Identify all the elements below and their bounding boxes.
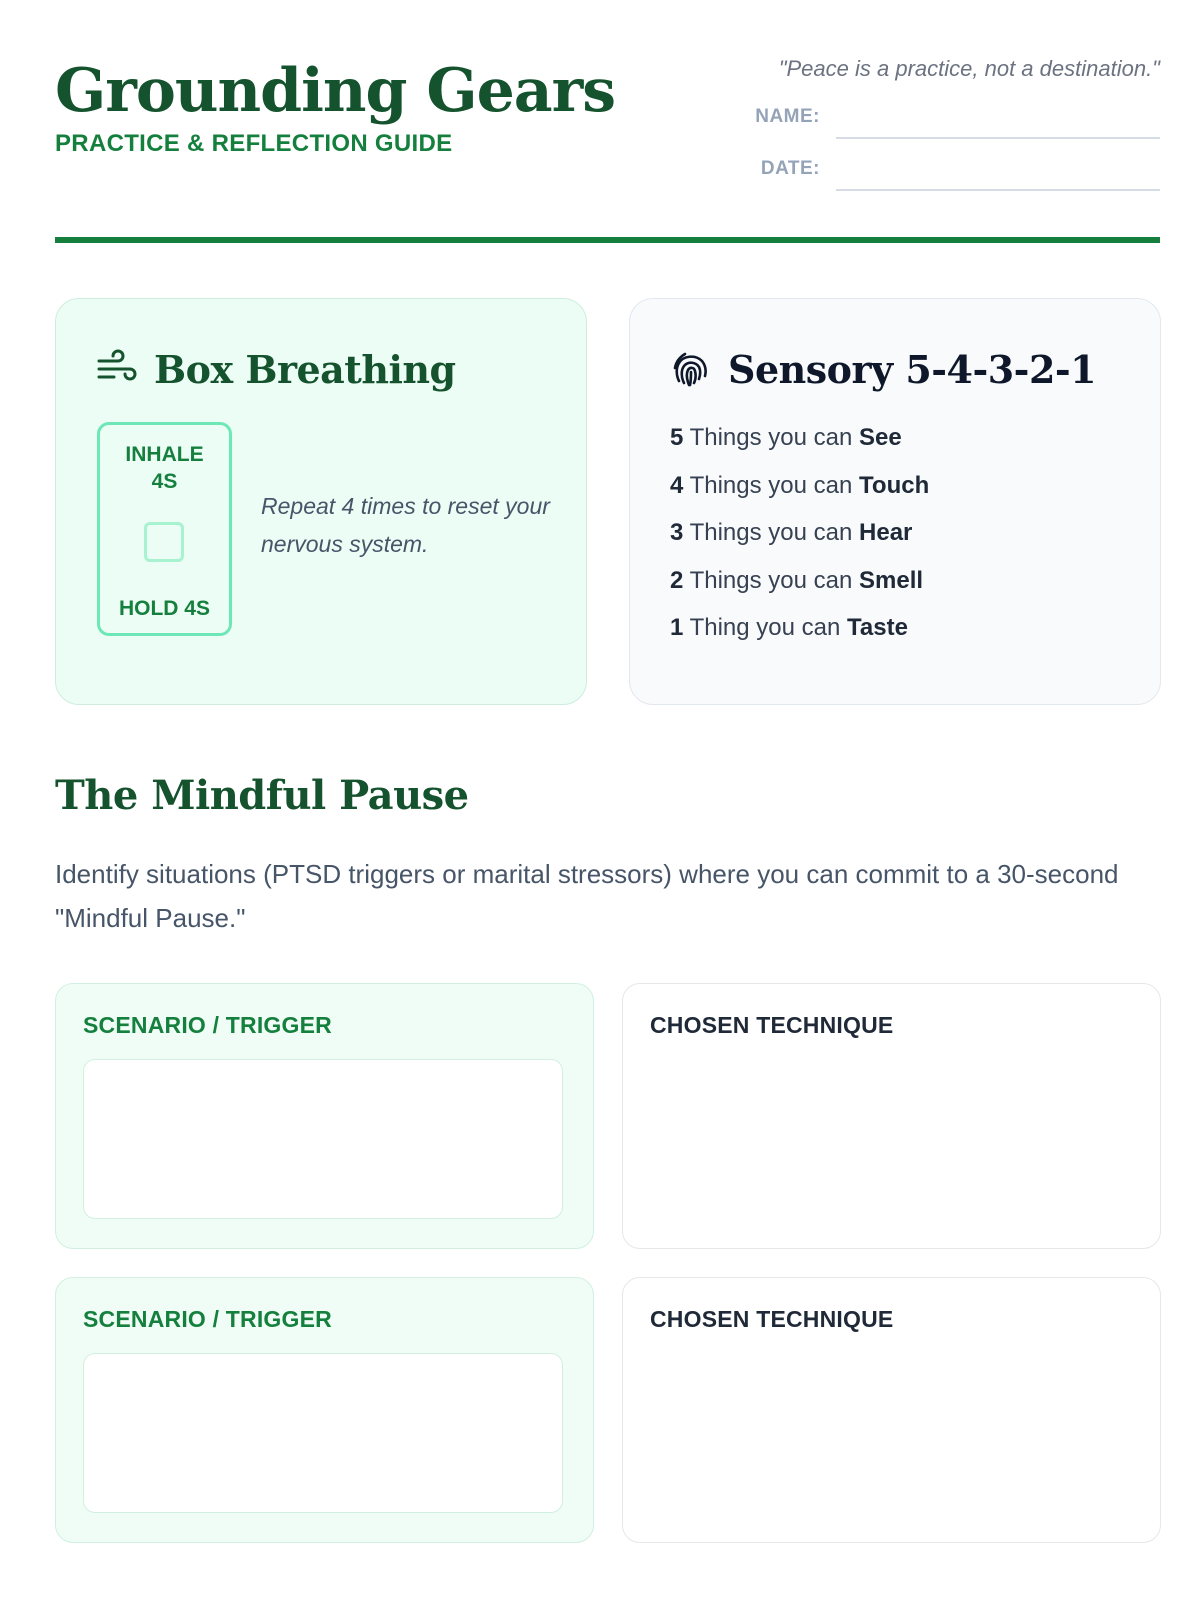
box-breathing-title: Box Breathing [154, 346, 456, 392]
scenario-label: SCENARIO / TRIGGER [83, 1012, 332, 1038]
list-item: 2 Things you can Smell [670, 566, 924, 594]
wind-icon [96, 348, 138, 390]
list-item: 3 Things you can Hear [670, 519, 913, 546]
technique-card-2[interactable] [622, 1277, 1161, 1543]
sensory-list [670, 414, 929, 652]
header-divider [55, 237, 1160, 243]
scenario-input-2[interactable] [83, 1353, 563, 1513]
technique-card-1[interactable] [622, 983, 1161, 1249]
inhale-text: INHALE 4S [125, 443, 204, 493]
technique-label: CHOSEN TECHNIQUE [650, 1306, 894, 1332]
scenario-input-1[interactable] [83, 1059, 563, 1219]
name-label: NAME: [755, 106, 820, 127]
mindful-pause-title: The Mindful Pause [55, 772, 469, 819]
technique-label: CHOSEN TECHNIQUE [650, 1012, 894, 1038]
fingerprint-icon [670, 348, 712, 390]
breathing-box-diagram [97, 422, 232, 636]
date-label: DATE: [760, 158, 820, 179]
mindful-pause-description: Identify situations (PTSD triggers or marital stressors) where you can commit to a 30-second "Mindful Pause." [55, 859, 1119, 933]
header-quote: "Peace is a practice, not a destination." [778, 56, 1160, 81]
box-breathing-header [96, 339, 456, 399]
scenario-card-2 [55, 1277, 594, 1543]
breathing-note: Repeat 4 times to reset your nervous system. [261, 493, 550, 557]
date-field[interactable] [836, 163, 1160, 191]
sensory-header [670, 339, 1096, 399]
inhale-label [100, 441, 229, 495]
list-item: 4 Things you can Touch [670, 471, 930, 499]
box-breathing-card [55, 298, 587, 705]
sensory-title: Sensory 5-4-3-2-1 [728, 346, 1097, 392]
breathing-square-icon [144, 522, 184, 562]
name-field[interactable] [836, 111, 1160, 139]
hold-label: HOLD 4S [118, 597, 210, 620]
list-item: 5 Things you can See [670, 424, 902, 451]
scenario-label: SCENARIO / TRIGGER [83, 1306, 332, 1332]
scenario-card-1 [55, 983, 594, 1249]
sensory-card [629, 298, 1161, 705]
page-title: Grounding Gears [55, 56, 616, 126]
page-subtitle: PRACTICE & REFLECTION GUIDE [55, 130, 453, 157]
list-item: 1 Thing you can Taste [670, 614, 908, 641]
